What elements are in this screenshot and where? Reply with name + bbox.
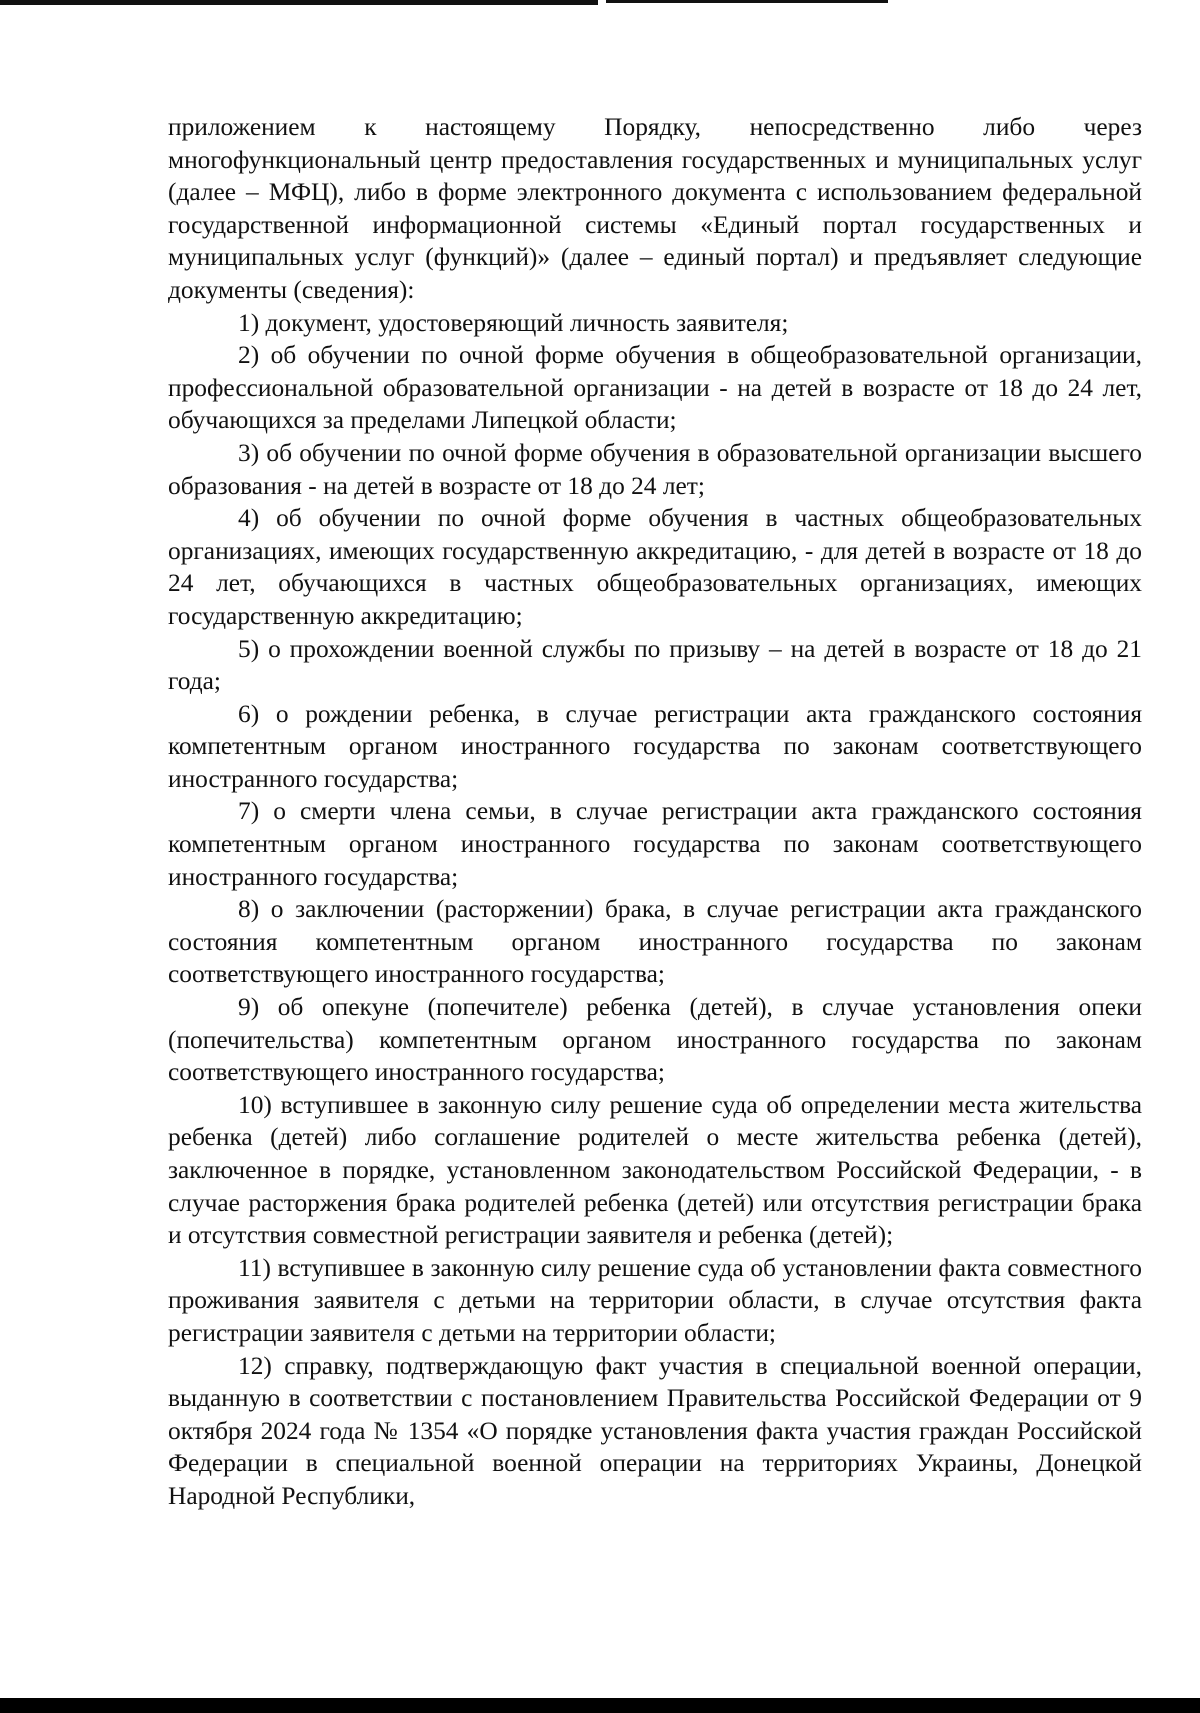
paragraph-item-12: 12) справку, подтверждающую факт участия в специальной военной операции, выданную в соответствии с постановлением Правительства Российской Федерации от 9 октября 2024 года № 1354 «О порядке установления факта участия граждан Российской Федерации в специальной военной операции на территориях Украины, Донецкой Народной Республики,	[168, 1351, 1142, 1510]
document-body	[168, 111, 1142, 1513]
scan-bottom-edge	[0, 1698, 1200, 1713]
paragraph-item-2: 2) об обучении по очной форме обучения в общеобразовательной организации, профессиональной образовательной организации - на детей в возрасте от 18 до 24 лет, обучающихся за пределами Липецкой области;	[168, 341, 1142, 435]
scan-top-edge-left	[0, 0, 598, 5]
paragraph-item-6: 6) о рождении ребенка, в случае регистрации акта гражданского состояния компетентным органом иностранного государства по законам соответствующего иностранного государства;	[168, 699, 1142, 793]
scan-top-edge-right	[606, 0, 888, 3]
paragraph-item-5: 5) о прохождении военной службы по призыву – на детей в возрасте от 18 до 21 года;	[168, 634, 1142, 696]
paragraph-item-7: 7) о смерти члена семьи, в случае регистрации акта гражданского состояния компетентным органом иностранного государства по законам соответствующего иностранного государства;	[168, 797, 1142, 891]
paragraph-item-3: 3) об обучении по очной форме обучения в образовательной организации высшего образования - на детей в возрасте от 18 до 24 лет;	[168, 438, 1142, 500]
paragraph-intro: приложением к настоящему Порядку, непосредственно либо через многофункциональный центр предоставления государственных и муниципальных услуг (далее – МФЦ), либо в форме электронного документа с использованием федеральной государственной информационной системы «Единый портал государственных и муниципальных услуг (функций)» (далее – единый портал) и предъявляет следующие документы (сведения):	[168, 113, 1142, 304]
paragraph-item-11: 11) вступившее в законную силу решение суда об установлении факта совместного проживания заявителя с детьми на территории области, в случае отсутствия факта регистрации заявителя с детьми на территории области;	[168, 1253, 1142, 1347]
paragraph-item-4: 4) об обучении по очной форме обучения в частных общеобразовательных организациях, имеющих государственную аккредитацию, - для детей в возрасте от 18 до 24 лет, обучающихся в частных общеобразовательных организациях, имеющих государственную аккредитацию;	[168, 504, 1142, 630]
paragraph-item-8: 8) о заключении (расторжении) брака, в случае регистрации акта гражданского состояния компетентным органом иностранного государства по законам соответствующего иностранного государства;	[168, 895, 1142, 989]
paragraph-item-1: 1) документ, удостоверяющий личность заявителя;	[238, 308, 789, 337]
paragraph-item-10: 10) вступившее в законную силу решение суда об определении места жительства ребенка (детей) либо соглашение родителей о месте жительства ребенка (детей), заключенное в порядке, установленном законодательством Российской Федерации, - в случае расторжения брака родителей ребенка (детей) или отсутствия регистрации брака и отсутствия совместной регистрации заявителя и ребенка (детей);	[168, 1090, 1142, 1250]
paragraph-item-9: 9) об опекуне (попечителе) ребенка (детей), в случае установления опеки (попечительства) компетентным органом иностранного государства по законам соответствующего иностранного государства;	[168, 993, 1142, 1087]
